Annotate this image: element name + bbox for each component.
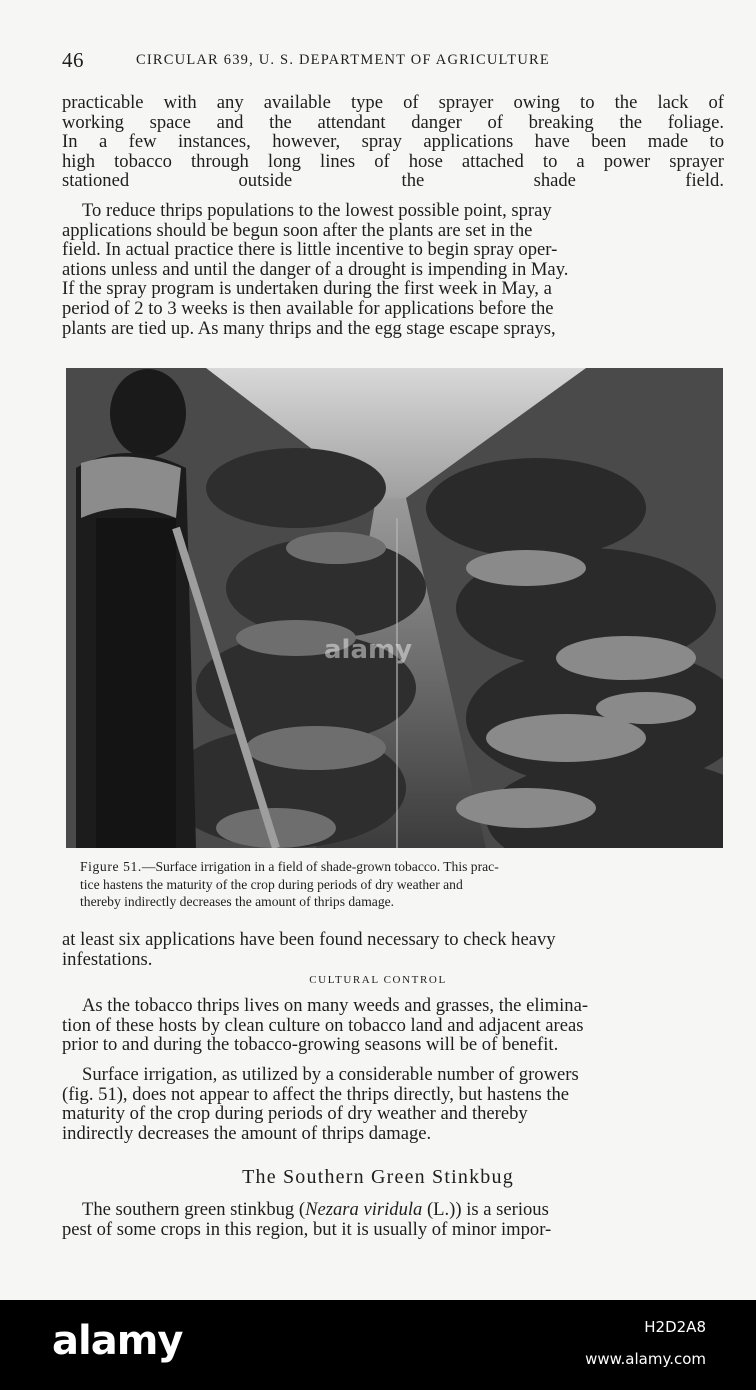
caption-line: thereby indirectly decreases the amount of thrips damage.: [80, 894, 395, 910]
figure-label: Figure 51.: [80, 859, 142, 874]
line: applications should be begun soon after the plants are set in the: [62, 219, 533, 241]
paragraph-applications: [62, 930, 724, 969]
line: indirectly decreases the amount of thrips damage.: [62, 1122, 432, 1144]
site-url: www.alamy.com: [585, 1350, 706, 1368]
caption-line: —Surface irrigation in a field of shade-grown tobacco. This prac-: [141, 859, 499, 874]
page-header: [62, 48, 726, 76]
brand-logo: alamy: [52, 1318, 183, 1364]
line: pest of some crops in this region, but it is usually of minor impor-: [62, 1218, 552, 1240]
line: Surface irrigation, as utilized by a considerable number of growers: [82, 1064, 579, 1085]
line: stationed outside the shade field.: [62, 170, 724, 192]
line: high tobacco through long lines of hose attached to a power sprayer: [62, 150, 724, 172]
line: working space and the attendant danger of breaking the foliage.: [62, 111, 724, 133]
section-heading-cultural-control: CULTURAL CONTROL: [309, 974, 447, 986]
line: In a few instances, however, spray applications have been made to: [62, 131, 724, 153]
line: To reduce thrips populations to the lowest possible point, spray: [82, 200, 552, 221]
tobacco-field-illustration: [66, 368, 723, 848]
line: tion of these hosts by clean culture on tobacco land and adjacent areas: [62, 1014, 584, 1036]
caption-line: tice hastens the maturity of the crop during periods of dry weather and: [80, 876, 463, 892]
line: practicable with any available type of sprayer owing to the lack of: [62, 92, 724, 113]
line: at least six applications have been found necessary to check heavy: [62, 929, 556, 950]
figure-51-photo: [66, 368, 723, 848]
paragraph-spraying-practicality: [62, 93, 724, 191]
running-head: CIRCULAR 639, U. S. DEPARTMENT OF AGRICULTURE: [136, 52, 550, 68]
page-number: 46: [62, 48, 84, 72]
line: As the tobacco thrips lives on many weeds and grasses, the elimina-: [82, 995, 589, 1016]
line: (fig. 51), does not appear to affect the thrips directly, but hastens the: [62, 1083, 570, 1105]
paragraph-surface-irrigation: [62, 1065, 724, 1143]
line: plants are tied up. As many thrips and the egg stage escape sprays,: [62, 317, 556, 339]
text-run: (L.)) is a serious: [422, 1199, 549, 1220]
species-name: Nezara viridula: [305, 1199, 423, 1220]
line: prior to and during the tobacco-growing seasons will be of benefit.: [62, 1034, 559, 1056]
paragraph-weed-hosts: [62, 996, 724, 1055]
line: If the spray program is undertaken during the first week in May, a: [62, 278, 552, 300]
stock-footer-bar: [0, 1300, 756, 1390]
line: ations unless and until the danger of a drought is impending in May.: [62, 258, 569, 280]
line: period of 2 to 3 weeks is then available for applications before the: [62, 297, 554, 319]
line: [62, 1199, 549, 1220]
paragraph-spray-timing: [62, 201, 724, 338]
line: field. In actual practice there is little incentive to begin spray oper-: [62, 239, 558, 261]
paragraph-stinkbug-intro: [62, 1200, 724, 1239]
figure-caption: [80, 858, 724, 911]
line: infestations.: [62, 948, 153, 970]
text-run: The southern green stinkbug (: [82, 1199, 306, 1220]
image-id: H2D2A8: [644, 1318, 706, 1336]
section-heading-stinkbug: The Southern Green Stinkbug: [242, 1166, 514, 1188]
image-watermark: alamy: [324, 635, 413, 665]
line: maturity of the crop during periods of dry weather and thereby: [62, 1103, 528, 1125]
